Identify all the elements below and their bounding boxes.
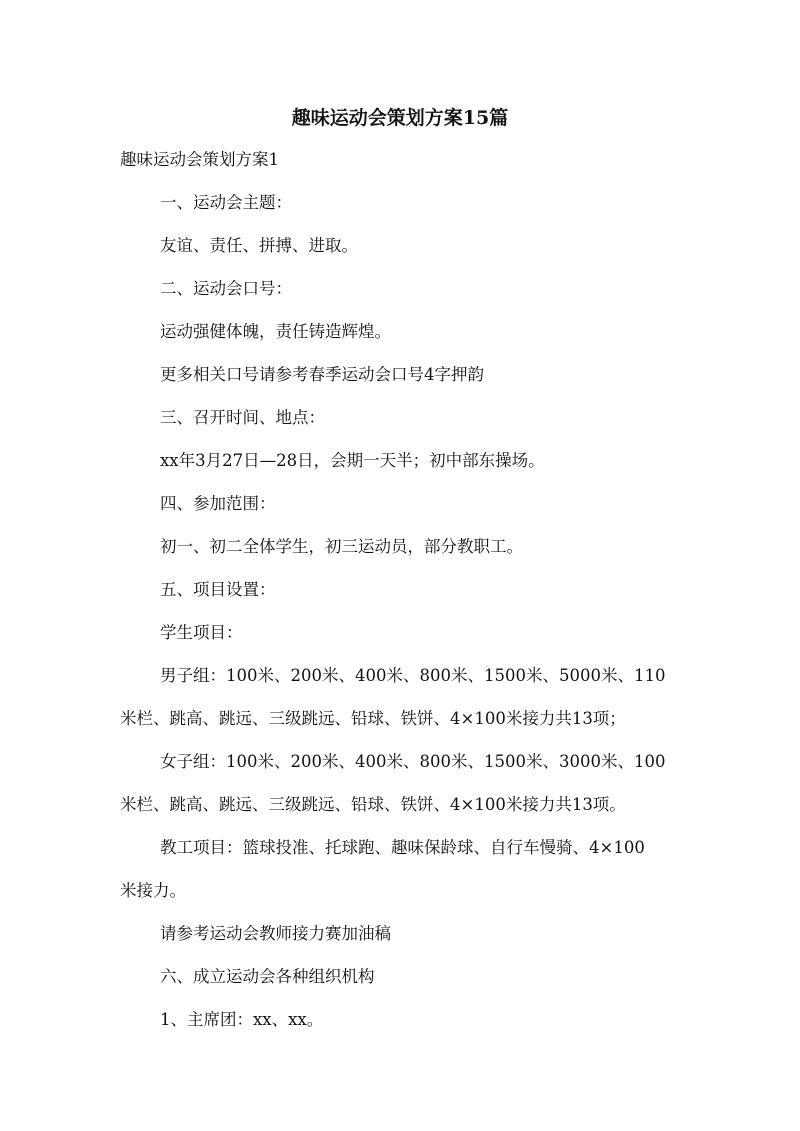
heading-scope: 四、参加范围： <box>160 494 276 513</box>
paragraph-theme: 友谊、责任、拼搏、进取。 <box>160 236 358 255</box>
heading-organization: 六、成立运动会各种组织机构 <box>160 967 375 986</box>
heading-time-place: 三、召开时间、地点： <box>160 408 325 427</box>
heading-events: 五、项目设置： <box>160 580 276 599</box>
paragraph-time-place: xx年3月27日—28日，会期一天半；初中部东操场。 <box>160 451 545 470</box>
paragraph-staff-events-line2: 米接力。 <box>120 881 186 900</box>
paragraph-girls-events-line1: 女子组：100米、200米、400米、800米、1500米、3000米、100 <box>160 752 666 771</box>
heading-theme: 一、运动会主题： <box>160 193 292 212</box>
paragraph-slogan: 运动强健体魄，责任铸造辉煌。 <box>160 322 391 341</box>
section-heading: 趣味运动会策划方案1 <box>120 150 279 169</box>
paragraph-boys-events-line2: 米栏、跳高、跳远、三级跳远、铅球、铁饼、4×100米接力共13项； <box>120 709 626 728</box>
heading-slogan: 二、运动会口号： <box>160 279 292 298</box>
subheading-student-events: 学生项目： <box>160 623 243 642</box>
paragraph-relay-reference: 请参考运动会教师接力赛加油稿 <box>160 924 391 943</box>
paragraph-slogan-reference: 更多相关口号请参考春季运动会口号4字押韵 <box>160 365 484 384</box>
paragraph-staff-events-line1: 教工项目：篮球投准、托球跑、趣味保龄球、自行车慢骑、4×100 <box>160 838 645 857</box>
paragraph-scope: 初一、初二全体学生，初三运动员，部分教职工。 <box>160 537 523 556</box>
paragraph-boys-events-line1: 男子组：100米、200米、400米、800米、1500米、5000米、110 <box>160 666 666 685</box>
document-title: 趣味运动会策划方案15篇 <box>291 107 509 129</box>
paragraph-presidium: 1、主席团：xx、xx。 <box>160 1010 324 1029</box>
paragraph-girls-events-line2: 米栏、跳高、跳远、三级跳远、铅球、铁饼、4×100米接力共13项。 <box>120 795 626 814</box>
